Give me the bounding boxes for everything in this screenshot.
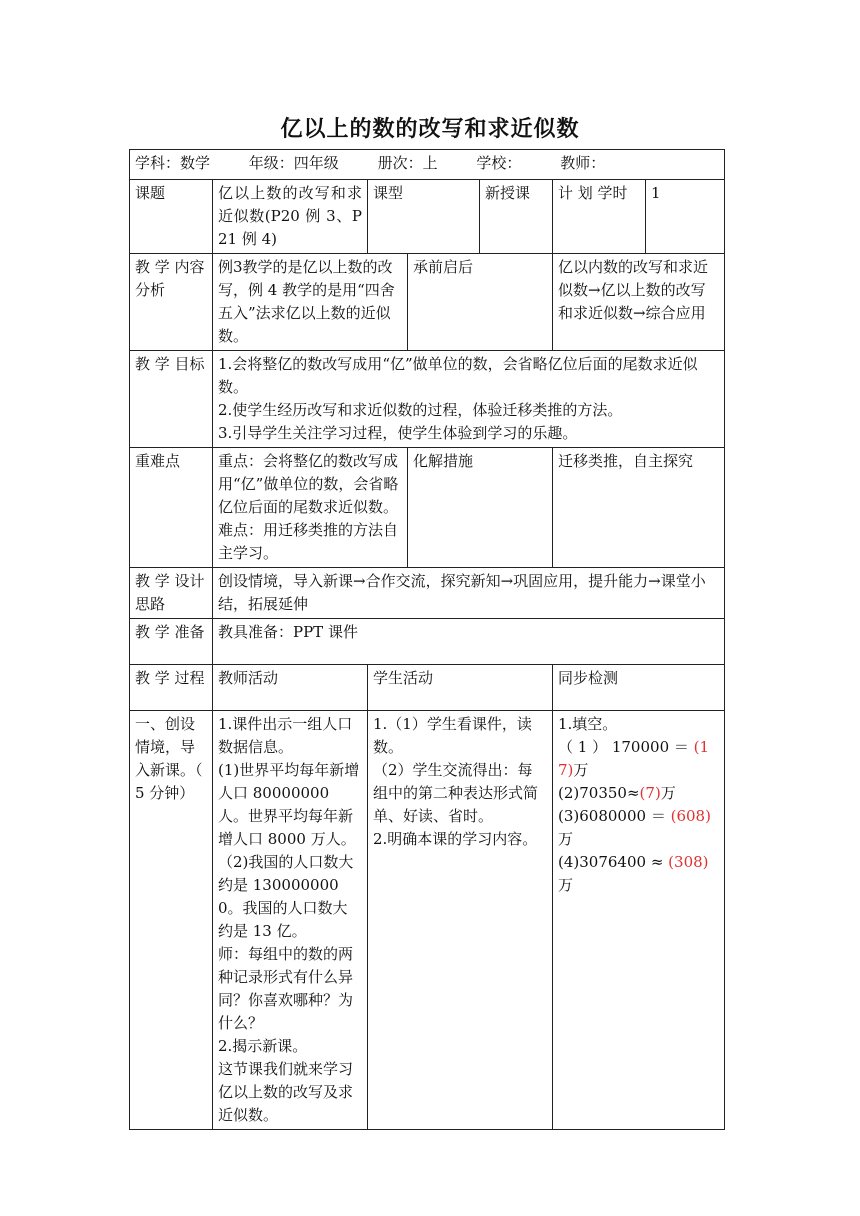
check-answer: (308) bbox=[668, 853, 709, 871]
type-label: 课型 bbox=[368, 180, 480, 254]
header-subject: 学科：数学 bbox=[135, 154, 211, 172]
header-teacher: 教师： bbox=[560, 154, 606, 172]
stage1-student bbox=[368, 711, 553, 1130]
difficult-point: 难点：用迁移类推的方法自主学习。 bbox=[218, 521, 399, 562]
check-expr: (3)6080000 ＝ bbox=[558, 807, 666, 825]
header-volume: 册次：上 bbox=[377, 154, 438, 172]
check-unit: 万 bbox=[558, 876, 574, 894]
topic-value: 亿以上数的改写和求近似数(P20 例 3、P21 例 4) bbox=[213, 180, 368, 254]
goal-1: 1.会将整亿的数改写成用“亿”做单位的数，会省略亿位后面的尾数求近似数。 bbox=[218, 355, 698, 396]
goal-3: 3.引导学生关注学习过程，使学生体验到学习的乐趣。 bbox=[218, 424, 578, 442]
student-line: 1.（1）学生看课件，读数。 bbox=[373, 715, 532, 756]
check-unit: 万 bbox=[573, 761, 589, 779]
stage1-teacher bbox=[213, 711, 368, 1130]
check-expr: （ 1 ） 170000 ＝ bbox=[558, 738, 689, 756]
teacher-line: （2)我国的人口数大约是 1300000000。我国的人口数大约是 13 亿。 bbox=[218, 853, 354, 940]
process-label: 教 学 过程 bbox=[130, 665, 213, 711]
check-heading: 1.填空。 bbox=[558, 715, 618, 733]
check-item bbox=[558, 805, 719, 851]
analysis-mid-label: 承前启后 bbox=[408, 254, 553, 351]
design-label: 教 学 设计思路 bbox=[130, 568, 213, 619]
lesson-plan-table bbox=[129, 149, 725, 1130]
type-value: 新授课 bbox=[480, 180, 553, 254]
student-activity-header: 学生活动 bbox=[368, 665, 553, 711]
teacher-activity-header: 教师活动 bbox=[213, 665, 368, 711]
key-content bbox=[213, 448, 408, 568]
teacher-line: 这节课我们就来学习亿以上数的改写及求近似数。 bbox=[218, 1060, 354, 1124]
check-answer: (608) bbox=[670, 807, 711, 825]
analysis-label: 教 学 内容分析 bbox=[130, 254, 213, 351]
goal-2: 2.使学生经历改写和求近似数的过程，体验迁移类推的方法。 bbox=[218, 401, 623, 419]
hours-label: 计 划 学时 bbox=[553, 180, 646, 254]
stage1-check bbox=[553, 711, 725, 1130]
prep-label: 教 学 准备 bbox=[130, 619, 213, 665]
stage1-label: 一、创设情境，导入新课。（ 5 分钟） bbox=[130, 711, 213, 1130]
teacher-line: 1.课件出示一组人口数据信息。 bbox=[218, 715, 353, 756]
header-school: 学校： bbox=[476, 154, 522, 172]
goals-content bbox=[213, 351, 725, 448]
check-expr: (2)70350≈ bbox=[558, 784, 640, 802]
check-item bbox=[558, 782, 719, 805]
teacher-line: (1)世界平均每年新增人口 80000000 人。世界平均每年新增人口 8000 万人。 bbox=[218, 761, 360, 848]
header-grade: 年级：四年级 bbox=[248, 154, 339, 172]
teacher-line: 2.揭示新课。 bbox=[218, 1037, 308, 1055]
check-header: 同步检测 bbox=[553, 665, 725, 711]
goals-label: 教 学 目标 bbox=[130, 351, 213, 448]
analysis-content: 例3教学的是亿以上数的改写，例 4 教学的是用“四舍五入”法求亿以上数的近似数。 bbox=[213, 254, 408, 351]
check-answer: (17) bbox=[558, 738, 710, 779]
student-line: 2.明确本课的学习内容。 bbox=[373, 830, 538, 848]
prep-content: 教具准备：PPT 课件 bbox=[213, 619, 725, 665]
check-answer: (7) bbox=[639, 784, 661, 802]
page-title: 亿以上的数的改写和求近似数 bbox=[280, 116, 580, 142]
check-unit: 万 bbox=[660, 784, 676, 802]
teacher-line: 师：每组中的数的两种记录形式有什么异同？你喜欢哪种？为什么？ bbox=[218, 945, 354, 1032]
check-item bbox=[558, 736, 719, 782]
design-content: 创设情境，导入新课→合作交流，探究新知→巩固应用，提升能力→课堂小结，拓展延伸 bbox=[213, 568, 725, 619]
header-row bbox=[130, 150, 725, 180]
measures-content: 迁移类推，自主探究 bbox=[553, 448, 725, 568]
analysis-flow: 亿以内数的改写和求近似数→亿以上数的改写和求近似数→综合应用 bbox=[553, 254, 725, 351]
measures-label: 化解措施 bbox=[408, 448, 553, 568]
topic-label: 课题 bbox=[130, 180, 213, 254]
check-expr: (4)3076400 ≈ bbox=[558, 853, 664, 871]
hours-value: 1 bbox=[646, 180, 725, 254]
check-item bbox=[558, 851, 719, 897]
key-label: 重难点 bbox=[130, 448, 213, 568]
key-point: 重点：会将整亿的数改写成用“亿”做单位的数，会省略亿位后面的尾数求近似数。 bbox=[218, 452, 399, 516]
check-unit: 万 bbox=[558, 830, 574, 848]
student-line: （2）学生交流得出：每组中的第二种表达形式简单、好读、省时。 bbox=[373, 761, 539, 825]
